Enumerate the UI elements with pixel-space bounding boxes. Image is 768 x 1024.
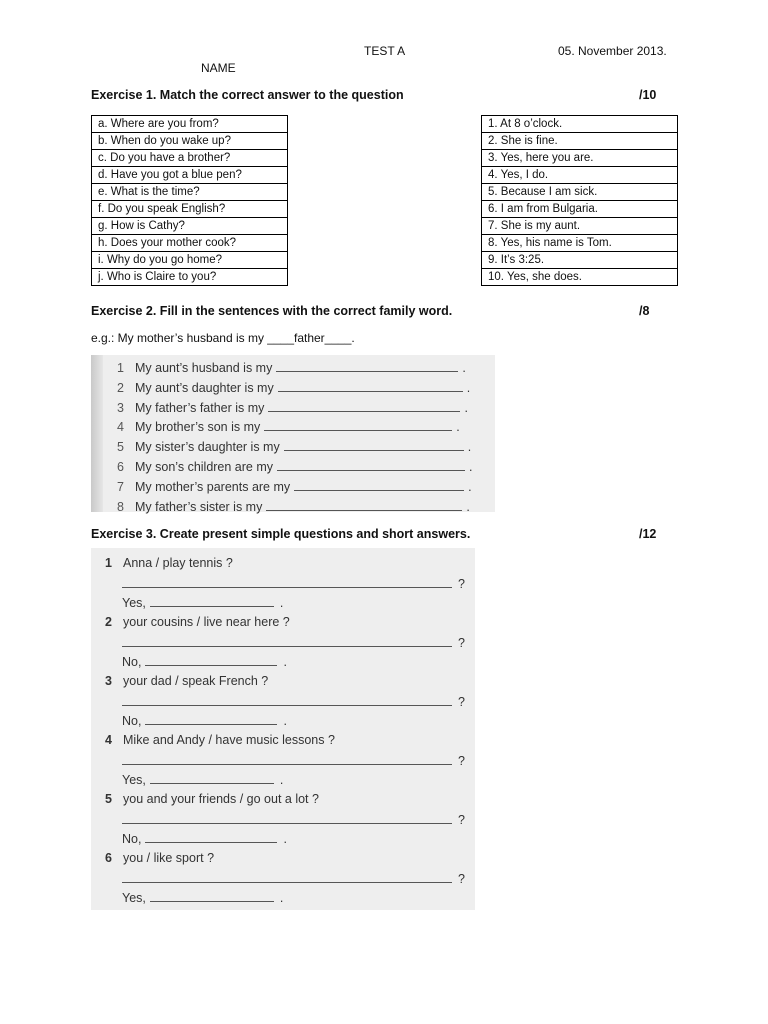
question-row	[92, 218, 288, 235]
exercise2-example: e.g.: My mother’s husband is my ____father____.	[91, 331, 355, 345]
end-mark: .	[456, 420, 460, 435]
short-answer-start: Yes,	[122, 891, 146, 905]
family-item	[117, 497, 470, 517]
question-row-cell: f. Do you speak English?	[92, 201, 288, 218]
answer-row	[482, 201, 678, 218]
item-number: 3	[117, 400, 124, 415]
test-label: TEST A	[364, 44, 406, 58]
short-answer-start: No,	[122, 655, 142, 669]
answer-blank[interactable]	[294, 478, 464, 491]
question-number: 1	[105, 556, 112, 570]
short-answer-start: No,	[122, 832, 142, 846]
answer-blank[interactable]	[266, 498, 462, 511]
question-blank[interactable]	[122, 752, 452, 765]
end-mark: .	[279, 891, 284, 905]
item-number: 2	[117, 380, 124, 395]
short-answer-line	[122, 889, 283, 905]
short-answer-line	[122, 594, 283, 610]
item-number: 8	[117, 499, 124, 514]
end-mark: .	[462, 361, 466, 375]
short-answer-blank[interactable]	[150, 771, 274, 784]
exercise1-title: Exercise 1. Match the correct answer to the question	[91, 88, 404, 102]
family-item	[117, 358, 466, 378]
question-write-line	[122, 811, 465, 827]
answer-blank[interactable]	[268, 399, 460, 412]
question-row-cell: h. Does your mother cook?	[92, 235, 288, 252]
question-row-cell: g. How is Cathy?	[92, 218, 288, 235]
family-item	[117, 477, 472, 497]
question-row	[92, 133, 288, 150]
family-item	[117, 417, 460, 437]
family-item	[117, 457, 473, 477]
answer-row	[482, 235, 678, 252]
question-number: 2	[105, 615, 112, 629]
answer-row-cell: 5. Because I am sick.	[482, 184, 678, 201]
answer-row-cell: 10. Yes, she does.	[482, 269, 678, 286]
end-mark: .	[466, 499, 470, 514]
short-answer-blank[interactable]	[145, 712, 277, 725]
short-answer-line	[122, 653, 287, 669]
short-answer-line	[122, 712, 287, 728]
question-blank[interactable]	[122, 811, 452, 824]
question-prompt-line	[105, 733, 335, 747]
answer-row	[482, 218, 678, 235]
question-prompt: you and your friends / go out a lot ?	[123, 792, 319, 806]
answer-row-cell: 7. She is my aunt.	[482, 218, 678, 235]
question-prompt-line	[105, 792, 319, 806]
end-mark: .	[279, 596, 284, 610]
question-mark: ?	[458, 872, 465, 886]
question-mark: ?	[458, 577, 465, 591]
question-prompt: Anna / play tennis ?	[123, 556, 233, 570]
question-prompt: you / like sport ?	[123, 851, 215, 865]
item-text: My sister’s daughter is my	[135, 440, 280, 455]
answer-row-cell: 4. Yes, I do.	[482, 167, 678, 184]
answer-row-cell: 9. It’s 3:25.	[482, 252, 678, 269]
short-answer-start: Yes,	[122, 596, 146, 610]
question-prompt-line	[105, 556, 233, 570]
question-number: 6	[105, 851, 112, 865]
end-mark: .	[279, 773, 284, 787]
name-label: NAME	[201, 61, 236, 75]
short-answer-start: Yes,	[122, 773, 146, 787]
question-number: 3	[105, 674, 112, 688]
exercise1-score: /10	[639, 88, 657, 102]
item-number: 1	[117, 361, 124, 375]
item-number: 5	[117, 440, 124, 455]
item-text: My father’s sister is my	[135, 499, 263, 514]
question-row-cell: i. Why do you go home?	[92, 252, 288, 269]
answer-row-cell: 1. At 8 o’clock.	[482, 116, 678, 133]
answer-row-cell: 8. Yes, his name is Tom.	[482, 235, 678, 252]
short-answer-line	[122, 830, 287, 846]
question-blank[interactable]	[122, 870, 452, 883]
answer-blank[interactable]	[264, 418, 452, 431]
question-write-line	[122, 575, 465, 591]
question-row	[92, 252, 288, 269]
question-row	[92, 201, 288, 218]
item-text: My aunt’s husband is my	[135, 361, 273, 375]
question-row-cell: d. Have you got a blue pen?	[92, 167, 288, 184]
short-answer-blank[interactable]	[150, 889, 274, 902]
question-prompt: Mike and Andy / have music lessons ?	[123, 733, 335, 747]
end-mark: .	[466, 380, 471, 395]
question-row	[92, 167, 288, 184]
answer-row	[482, 116, 678, 133]
question-row-cell: e. What is the time?	[92, 184, 288, 201]
question-prompt-line	[105, 615, 290, 629]
question-prompt-line	[105, 674, 268, 688]
question-write-line	[122, 752, 465, 768]
end-mark: .	[469, 460, 473, 474]
question-write-line	[122, 634, 465, 650]
exercise2-score: /8	[639, 304, 650, 318]
answer-row	[482, 184, 678, 201]
question-write-line	[122, 870, 465, 886]
answer-row	[482, 150, 678, 167]
answer-blank[interactable]	[276, 359, 458, 372]
question-row-cell: j. Who is Claire to you?	[92, 269, 288, 286]
end-mark: .	[283, 655, 287, 669]
question-write-line	[122, 693, 465, 709]
answer-row-cell: 6. I am from Bulgaria.	[482, 201, 678, 218]
answers-table	[481, 115, 678, 286]
short-answer-start: No,	[122, 714, 142, 728]
question-row	[92, 235, 288, 252]
end-mark: .	[467, 440, 472, 455]
test-date: 05. November 2013.	[558, 44, 667, 58]
answer-blank[interactable]	[278, 379, 463, 392]
short-answer-blank[interactable]	[145, 830, 277, 843]
item-text: My aunt’s daughter is my	[135, 380, 274, 395]
question-row-cell: a. Where are you from?	[92, 116, 288, 133]
answer-blank[interactable]	[277, 458, 465, 471]
item-number: 4	[117, 420, 124, 435]
item-text: My father’s father is my	[135, 400, 265, 415]
scan-edge	[91, 355, 103, 512]
question-prompt-line	[105, 851, 214, 865]
short-answer-blank[interactable]	[150, 594, 274, 607]
question-row	[92, 116, 288, 133]
questions-worksheet	[91, 548, 475, 910]
question-blank[interactable]	[122, 634, 452, 647]
end-mark: .	[468, 479, 472, 494]
exercise2-title: Exercise 2. Fill in the sentences with the correct family word.	[91, 304, 453, 318]
question-row-cell: b. When do you wake up?	[92, 133, 288, 150]
question-blank[interactable]	[122, 575, 452, 588]
answer-blank[interactable]	[284, 438, 464, 451]
item-number: 7	[117, 479, 124, 494]
end-mark: .	[464, 400, 468, 415]
answer-row	[482, 167, 678, 184]
question-mark: ?	[458, 695, 465, 709]
item-text: My son’s children are my	[135, 460, 274, 474]
exercise3-title: Exercise 3. Create present simple questions and short answers.	[91, 527, 471, 541]
family-item	[117, 378, 470, 398]
question-mark: ?	[458, 813, 465, 827]
answer-row	[482, 269, 678, 286]
family-item	[117, 437, 471, 457]
question-mark: ?	[458, 754, 465, 768]
end-mark: .	[283, 832, 287, 846]
question-row	[92, 269, 288, 286]
short-answer-blank[interactable]	[145, 653, 277, 666]
answer-row	[482, 133, 678, 150]
answer-row-cell: 3. Yes, here you are.	[482, 150, 678, 167]
item-text: My mother’s parents are my	[135, 479, 291, 494]
end-mark: .	[283, 714, 287, 728]
question-row	[92, 184, 288, 201]
item-number: 6	[117, 460, 124, 474]
exercise3-score: /12	[639, 527, 657, 541]
question-row	[92, 150, 288, 167]
family-words-worksheet	[91, 355, 495, 512]
short-answer-line	[122, 771, 283, 787]
answer-row-cell: 2. She is fine.	[482, 133, 678, 150]
questions-table	[91, 115, 288, 286]
question-row-cell: c. Do you have a brother?	[92, 150, 288, 167]
answer-row	[482, 252, 678, 269]
question-prompt: your dad / speak French ?	[123, 674, 269, 688]
question-number: 4	[105, 733, 112, 747]
question-blank[interactable]	[122, 693, 452, 706]
question-number: 5	[105, 792, 112, 806]
question-mark: ?	[458, 636, 465, 650]
item-text: My brother’s son is my	[135, 420, 261, 435]
question-prompt: your cousins / live near here ?	[123, 615, 290, 629]
family-item	[117, 398, 468, 418]
